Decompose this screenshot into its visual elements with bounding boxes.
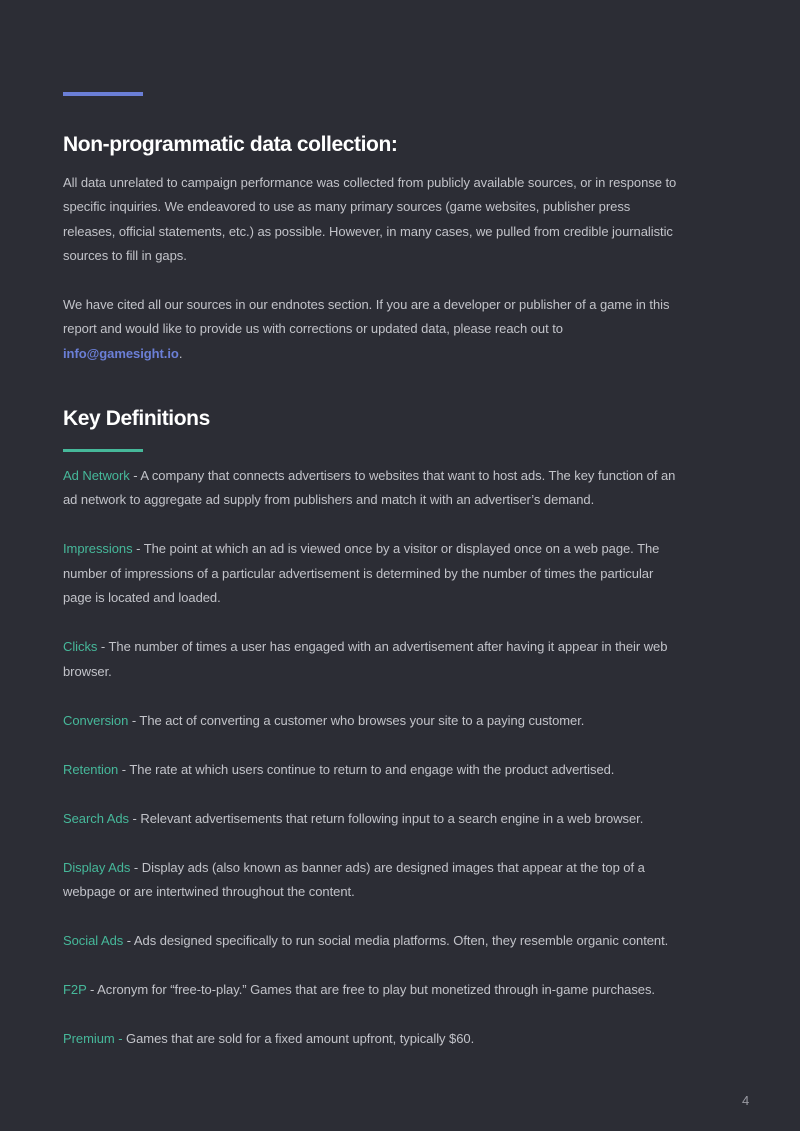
- paragraph-sources: [63, 293, 683, 366]
- definition-text: - Ads designed specifically to run social media platforms. Often, they resemble organic content.: [123, 933, 669, 949]
- definition-item: [63, 807, 683, 831]
- definition-item: [63, 978, 683, 1002]
- definition-term: Retention: [63, 761, 119, 777]
- definitions-list: [63, 464, 683, 1076]
- definition-term: Display Ads: [63, 859, 131, 875]
- paragraph-sources-end: .: [178, 345, 183, 361]
- definition-text: - A company that connects advertisers to websites that want to host ads. The key function of an ad network to aggregate ad supply from publishers and match it with an advertiser’s demand.: [63, 468, 676, 508]
- definition-item: [63, 464, 683, 513]
- definition-term: Conversion: [63, 712, 129, 728]
- definition-item: [63, 758, 683, 782]
- definition-item: [63, 709, 683, 733]
- page-number: 4: [742, 1093, 750, 1108]
- definition-term: Premium -: [63, 1031, 123, 1047]
- section-title-key-definitions: Key Definitions: [63, 407, 210, 430]
- definition-term: Social Ads: [63, 933, 124, 949]
- accent-bar-green: [63, 449, 143, 452]
- paragraph-sources-text: We have cited all our sources in our endnotes section. If you are a developer or publisher of a game in this report and would like to provide us with corrections or updated data, please reach out to: [63, 297, 670, 337]
- definition-text: - The number of times a user has engaged with an advertisement after having it appear in their web browser.: [63, 639, 668, 679]
- definition-text: Games that are sold for a fixed amount upfront, typically $60.: [122, 1031, 475, 1047]
- accent-bar-blue: [63, 92, 143, 96]
- section-title-data-collection: Non-programmatic data collection:: [63, 133, 398, 156]
- definition-text: - The act of converting a customer who browses your site to a paying customer.: [128, 712, 585, 728]
- definition-item: [63, 929, 683, 953]
- definition-text: - Relevant advertisements that return following input to a search engine in a web browser.: [129, 810, 644, 826]
- definition-text: - Acronym for “free-to-play.” Games that are free to play but monetized through in-game purchases.: [86, 982, 655, 998]
- paragraph-data-collection: All data unrelated to campaign performance was collected from publicly available sources, or in response to specific inquiries. We endeavored to use as many primary sources (game websites, publisher press releases, official statements, etc.) as possible. However, in many cases, we pulled from credible journalistic sources to fill in gaps.: [63, 175, 677, 264]
- definition-term: Search Ads: [63, 810, 129, 826]
- definition-text: - The point at which an ad is viewed once by a visitor or displayed once on a web page. The number of impressions of a particular advertisement is determined by the number of times the particular page is located and loaded.: [63, 541, 660, 606]
- definition-item: [63, 537, 683, 610]
- definition-item: [63, 856, 683, 905]
- definition-text: - Display ads (also known as banner ads) are designed images that appear at the top of a webpage or are intertwined throughout the content.: [63, 859, 645, 900]
- definition-item: [63, 1027, 683, 1051]
- email-link[interactable]: info@gamesight.io: [63, 345, 179, 361]
- definition-term: Impressions: [63, 541, 133, 557]
- definition-term: Ad Network: [63, 468, 130, 483]
- definition-term: Clicks: [63, 639, 98, 655]
- definition-term: F2P: [63, 982, 87, 998]
- definition-item: [63, 635, 683, 684]
- definition-text: - The rate at which users continue to return to and engage with the product advertised.: [118, 761, 615, 777]
